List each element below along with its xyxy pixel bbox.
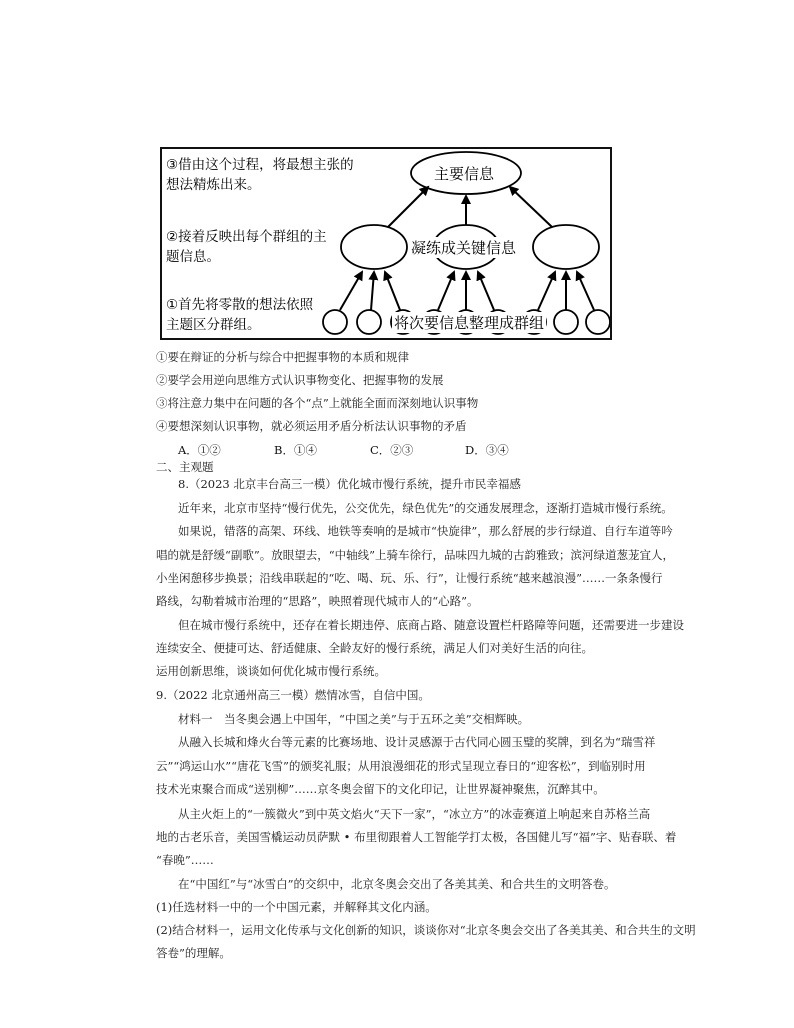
q9-para1-line2: 云”“鸿运山水”“唐花飞雪”的颁奖礼服；从用浪漫细花的形式呈现立春日的“迎客松”，到临别时用 [156, 759, 646, 773]
q8-para2-line1: 如果说，错落的高架、环线、地铁等奏响的是城市“快旋律”，那么舒展的步行绿道、自行车道等吟 [178, 524, 673, 538]
arrow-b1-to-left [340, 272, 362, 310]
diagram-frame [160, 147, 612, 340]
arrow-b3-to-left [385, 272, 400, 310]
step3-text [166, 155, 354, 195]
q9-para2-line1: 从主火炬上的“一簇微火”到中英文焰火“天下一家”，“冰立方”的冰壶赛道上响起来自苏格兰高 [178, 807, 651, 821]
q8-para2-line4: 路线，勾勒着城市治理的“思路”，映照着现代城市人的“心路”。 [156, 594, 479, 608]
choice-2: ②要学会用逆向思维方式认识事物变化、把握事物的发展 [156, 373, 444, 387]
q8-para3-line1: 但在城市慢行系统中，还存在着长期违停、底商占路、随意设置栏杆路障等问题，还需要进一步建设 [178, 618, 684, 632]
choice-3: ③将注意力集中在问题的各个“点”上就能全面而深刻地认识事物 [156, 396, 479, 410]
step2-text [166, 227, 327, 267]
q9-subquestion2-line1: (2)结合材料一，运用文化传承与文化创新的知识，谈谈你对“北京冬奥会交出了各美其美、和合共生的文明 [156, 923, 696, 937]
q9-para2-line2: 地的古老乐音，美国雪橇运动员萨默 • 布里彻跟着人工智能学打太极，各国健儿写“福”字、贴春联、着 [156, 830, 677, 844]
arrow-b9-to-right [577, 272, 594, 310]
q9-para1-line1: 从融入长城和烽火台等元素的比赛场地、设计灵感源于古代同心圆玉璧的奖牌，到名为“瑞雪祥 [178, 735, 656, 749]
q9-para2-line3: “春晚”…… [156, 853, 214, 867]
choice-1: ①要在辩证的分析与综合中把握事物的本质和规律 [156, 350, 409, 364]
arrow-b2-to-left [371, 272, 374, 310]
bottom-circle-8 [554, 310, 578, 334]
bottom-circle-2 [357, 310, 381, 334]
q8-task: 运用创新思维，谈谈如何优化城市慢行系统。 [156, 664, 386, 678]
arrow-right-to-top [510, 187, 552, 227]
arrow-b6-to-center [478, 272, 494, 310]
bottom-label: 将次要信息整理成群组 [394, 314, 545, 332]
step3-line2: 想法精炼出来。 [166, 177, 261, 193]
arrow-b4-to-center [438, 272, 454, 310]
q8-para2-line2: 唱的就是舒缓“副歌”。放眼望去，“中轴线”上骑车徐行，品味四九城的古韵雅致；滨河绿道葱茏宜人， [156, 548, 675, 562]
arrow-left-to-top [388, 187, 428, 227]
q9-subquestion1: (1)任选材料一中的一个中国元素，并解释其文化内涵。 [156, 900, 437, 914]
q9-para1-line3: 技术光束聚合而成“送别柳”……京冬奥会留下的文化印记，让世界凝神聚焦，沉醉其中。 [156, 782, 605, 796]
choice-4: ④要想深刻认识事物，就必须运用矛盾分析法认识事物的矛盾 [156, 419, 467, 433]
middle-node-left [341, 225, 407, 269]
q9-material1-title: 材料一 当冬奥会遇上中国年，“中国之美”与于五环之美”交相辉映。 [178, 712, 530, 726]
section-title: 二、主观题 [156, 460, 214, 474]
option-b: B．①④ [274, 443, 317, 457]
q8-para1: 近年来，北京市坚持“慢行优先，公交优先，绿色优先”的交通发展理念，逐渐打造城市慢行系统。 [178, 501, 673, 515]
option-c: C．②③ [370, 443, 414, 457]
bottom-circle-1 [323, 310, 347, 334]
q9-heading: 9.（2022 北京通州高三一模）燃情冰雪，自信中国。 [156, 688, 430, 702]
step3-line1: ③借由这个过程，将最想主张的 [166, 157, 354, 173]
option-a: A．①② [178, 443, 221, 457]
step1-line1: ①首先将零散的想法依照 [166, 297, 314, 313]
middle-label: 凝练成关键信息 [411, 239, 517, 257]
q9-para3: 在“中国红”与“冰雪白”的交织中，北京冬奥会交出了各美其美、和合共生的文明答卷。 [178, 877, 616, 891]
step2-line1: ②接着反映出每个群组的主 [166, 229, 327, 245]
middle-node-right [533, 225, 599, 269]
option-d: D．③④ [465, 443, 509, 457]
arrow-b7-to-right [538, 272, 555, 310]
bottom-circle-9 [586, 310, 610, 334]
q9-subquestion2-line2: 答卷”的理解。 [156, 946, 231, 960]
top-node-label: 主要信息 [434, 165, 495, 183]
step2-line2: 题信息。 [166, 249, 220, 265]
q8-para3-line2: 连续安全、便捷可达、舒适健康、全龄友好的慢行系统，满足人们对美好生活的向往。 [156, 641, 593, 655]
q8-heading: 8.（2023 北京丰台高三一模）优化城市慢行系统，提升市民幸福感 [178, 477, 521, 491]
step1-text [166, 295, 313, 335]
step1-line2: 主题区分群组。 [166, 317, 261, 333]
q8-para2-line3: 小坐闲憩移步换景；沿线串联起的“吃、喝、玩、乐、行”，让慢行系统“越来越浪漫”……一条条慢行 [156, 571, 663, 585]
